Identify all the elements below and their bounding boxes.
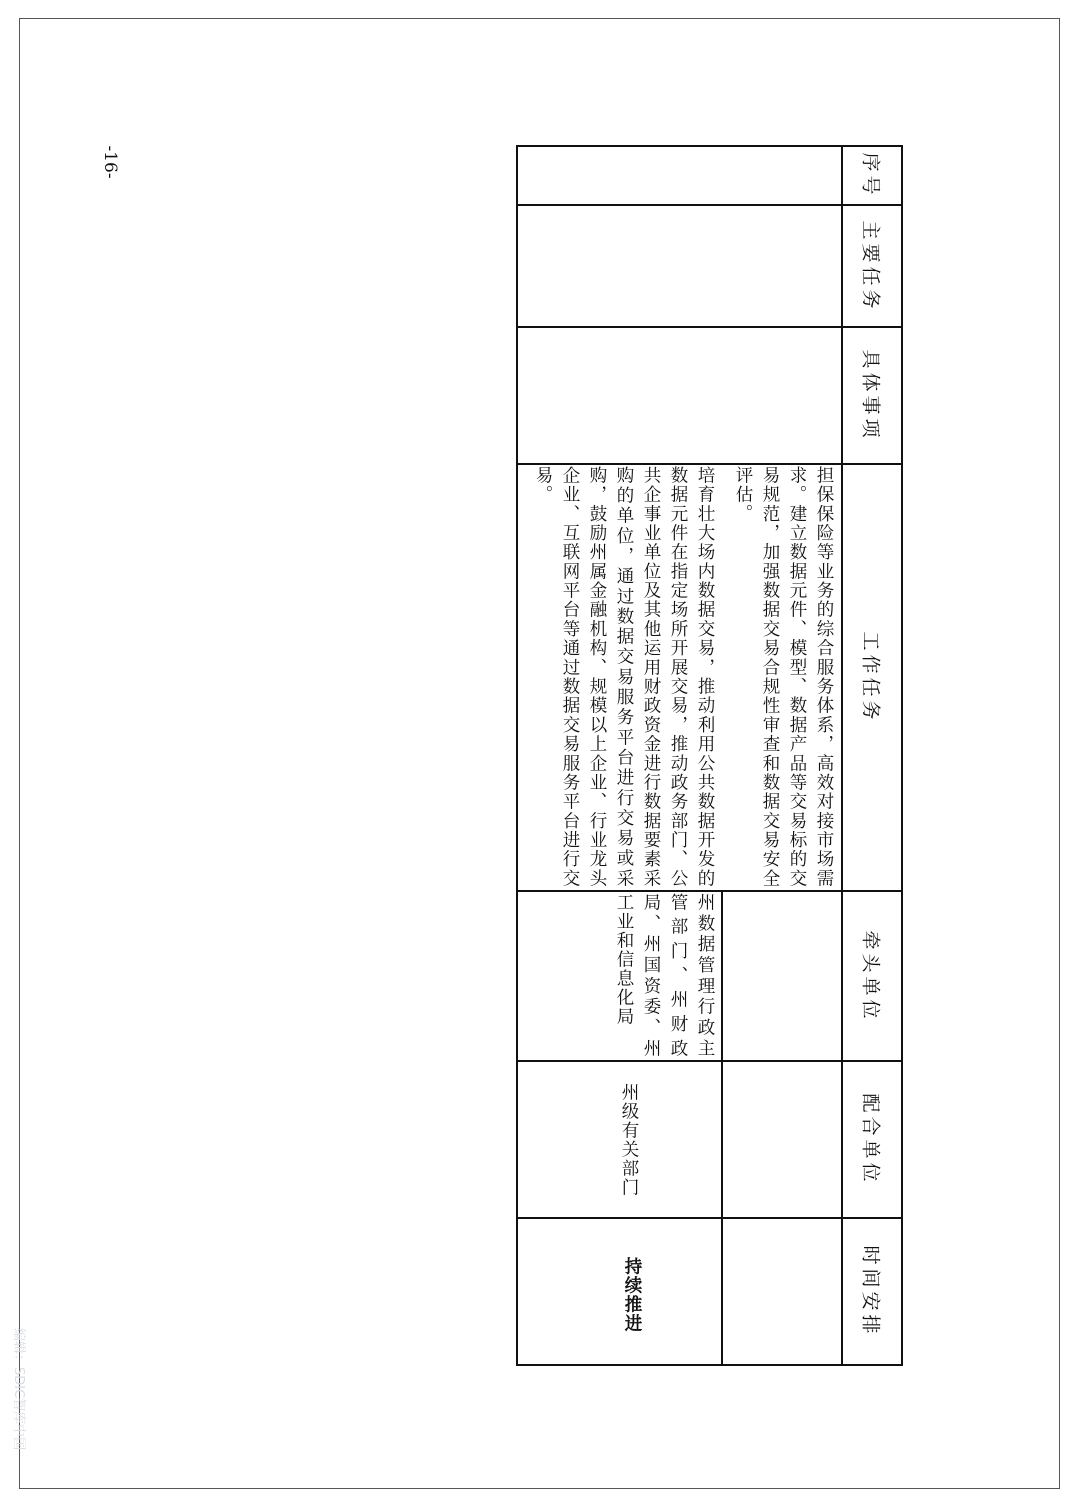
header-coop-unit: 配合单位 (859, 1093, 882, 1186)
row2-coop-unit: 州级有关部门 (619, 1083, 639, 1197)
row2-schedule: 持续推进 (622, 1257, 642, 1333)
header-seq: 序号 (859, 152, 882, 199)
header-work-task: 工作任务 (859, 631, 882, 724)
table-divider (721, 890, 723, 1366)
watermark: 编辑：SDIC智库中国 (11, 1328, 26, 1451)
header-specific-item: 具体事项 (859, 349, 882, 442)
row1-work-task: 担保保险等业务的综合服务体系，高效对接市场需求。建立数据元件、模型、数据产品等交易标的交易规范，加强数据交易合规性审查和数据交易安全评估。 (733, 466, 834, 888)
header-lead-unit: 牵头单位 (859, 929, 882, 1023)
header-main-task: 主要任务 (859, 219, 882, 313)
header-schedule: 时间安排 (859, 1245, 882, 1338)
page-number: -16- (100, 145, 120, 179)
row2-work-task: 培育壮大场内数据交易，推动利用公共数据开发的数据元件在指定场所开展交易，推动政务部门、公共企事业单位及其他运用财政资金进行数据要素采购的单位，通过数据交易服务平台进行交易或采购，鼓励州属金融机构、规模以上企业、行业龙头企业、互联网平台等通过数据交易服务平台进行交易。 (533, 466, 715, 888)
row2-lead-unit: 州数据管理行政主管部门、州财政局、州国资委、州工业和信息化局 (614, 893, 715, 1058)
